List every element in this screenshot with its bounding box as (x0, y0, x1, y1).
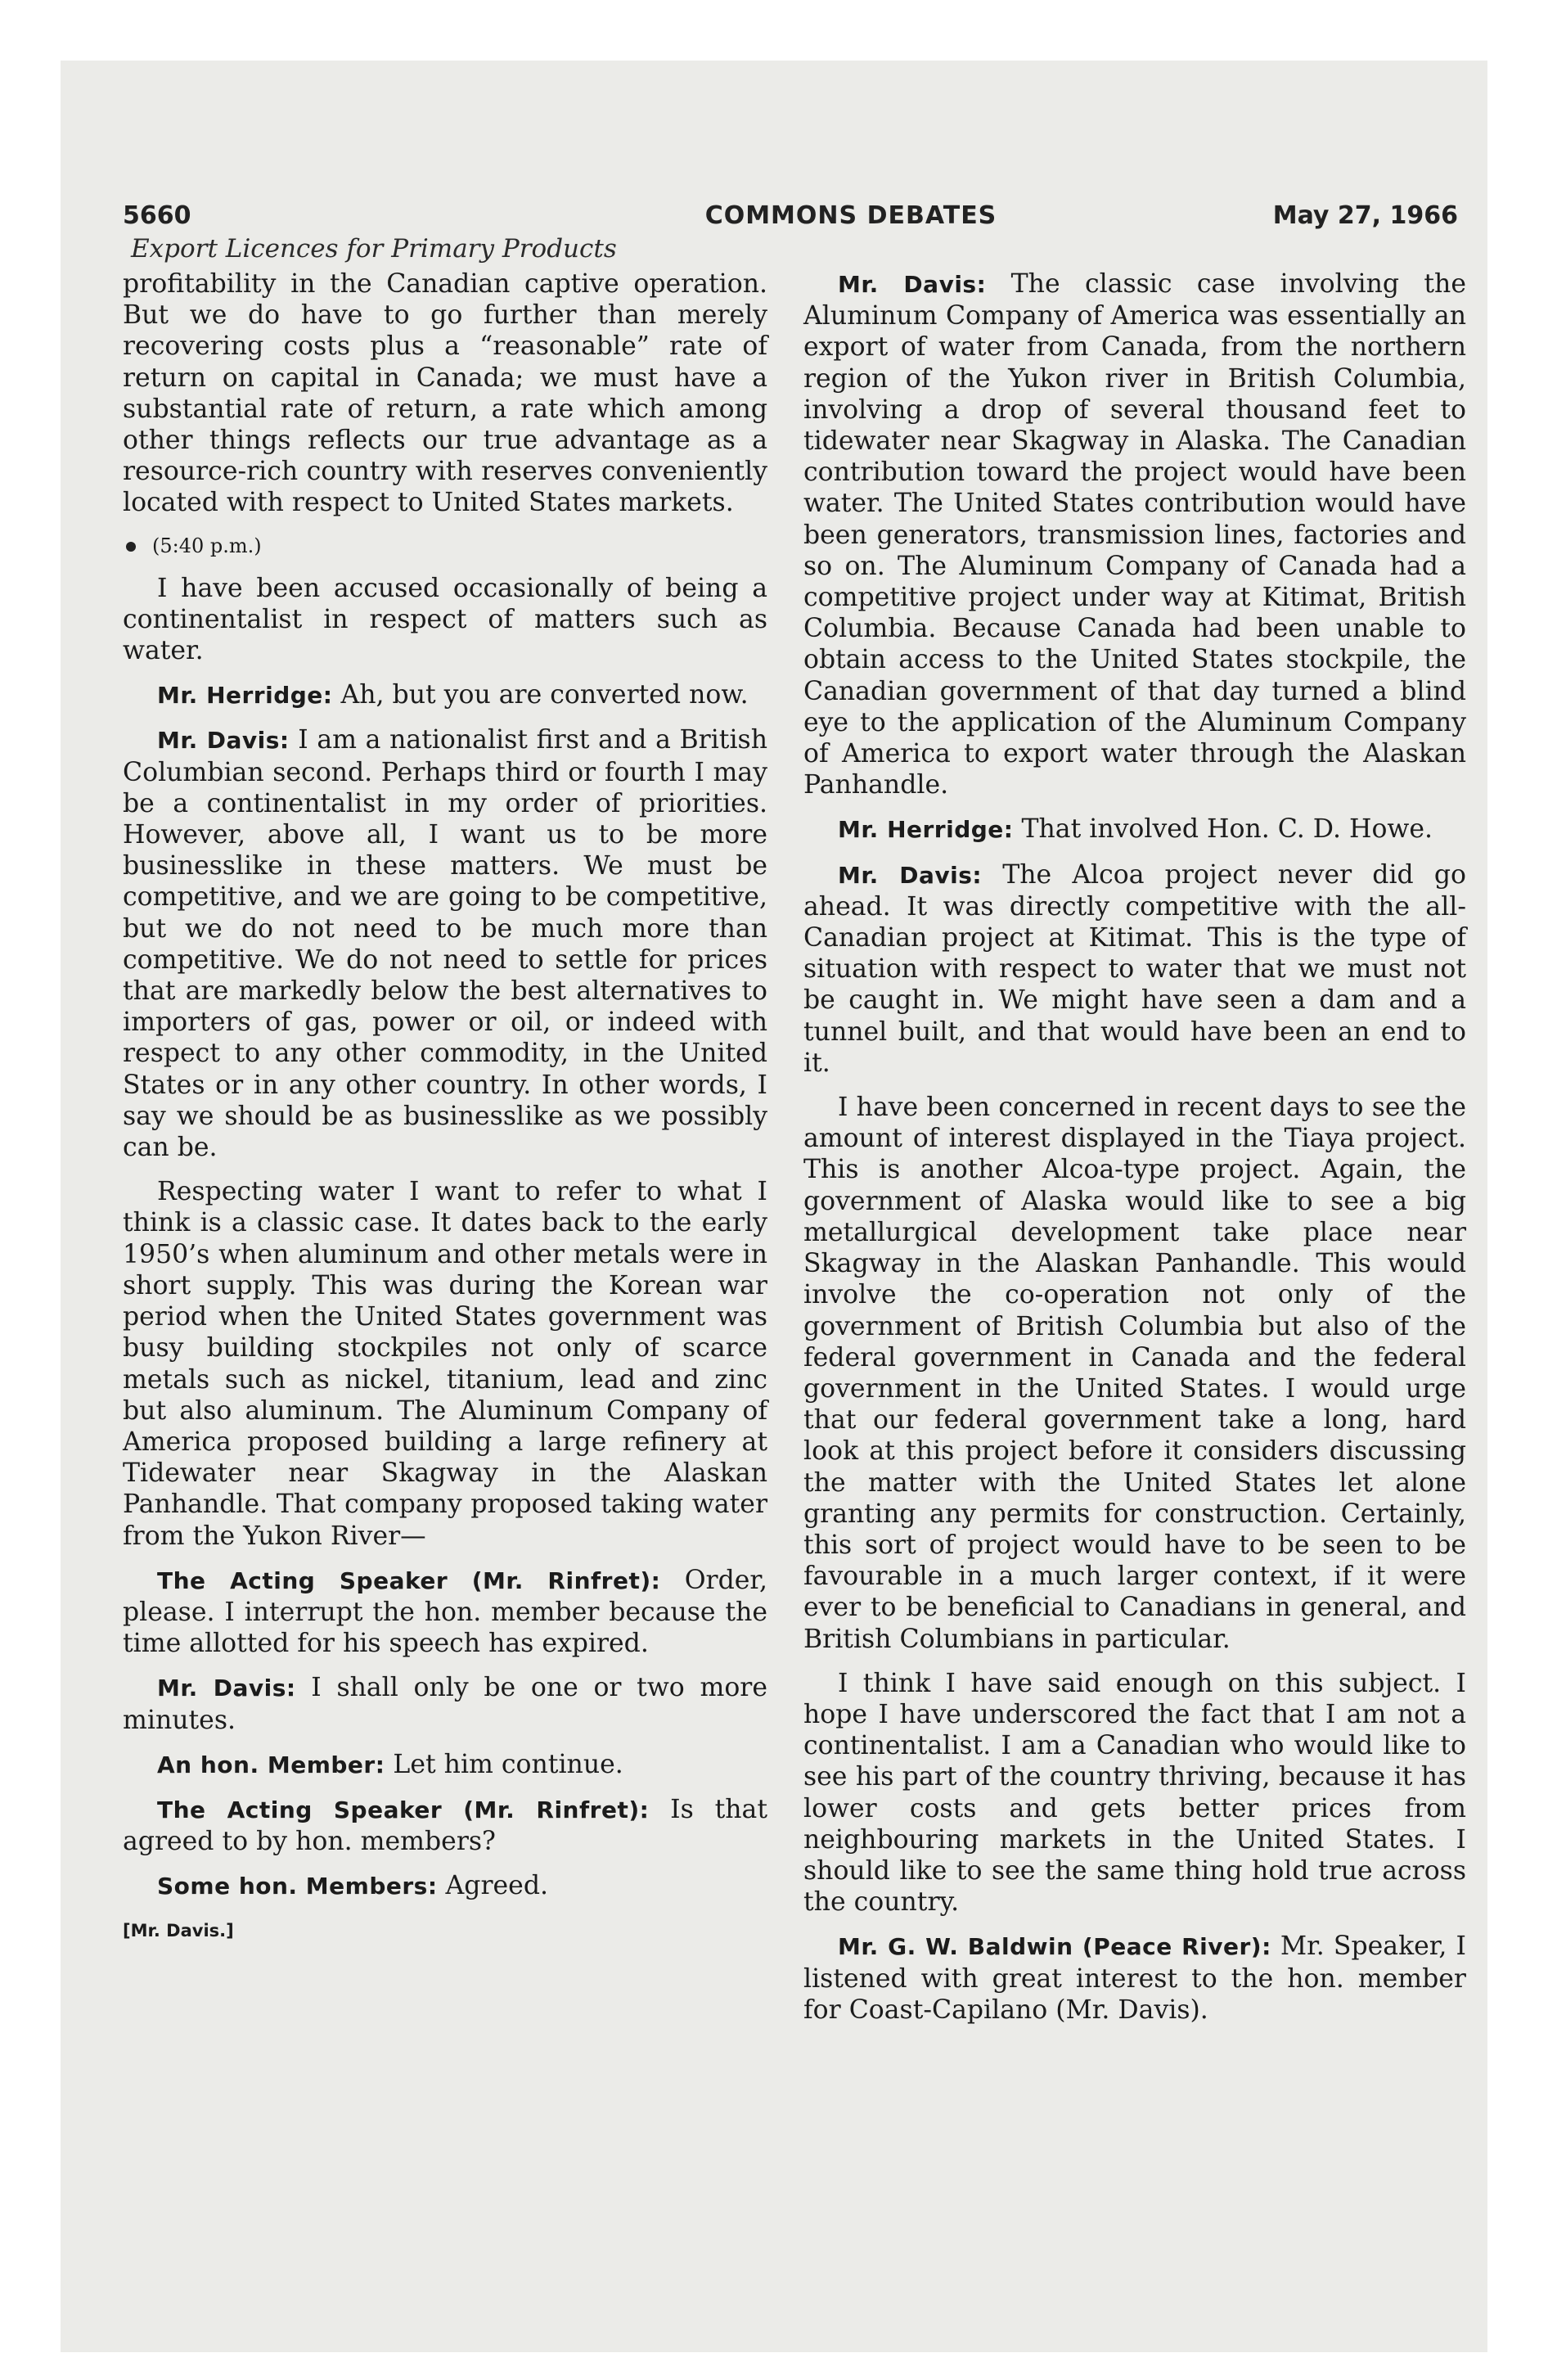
paragraph: I have been accused occasionally of being a continentalist in respect of matters such as water. (123, 573, 767, 666)
speaker-name: An hon. Member: (157, 1751, 385, 1778)
publication-title: COMMONS DEBATES (704, 201, 997, 230)
paragraph: Mr. Davis: The classic case involving the Aluminum Company of America was essentially an export of water from Canada, from the northern region of the Yukon river in British Columbia, involving a drop of several thousand feet to tidewater near Skagway in Alaska. The Canadian contribution toward the project would have been water. The United States contribution would have been generators, transmission lines, factories and so on. The Aluminum Company of Canada had a competitive project under way at Kitimat, British Columbia. Because Canada had been unable to obtain access to the United States stockpile, the Canadian government of that day turned a blind eye to the application of the Aluminum Company of America to export water through the Alaskan Panhandle. (803, 269, 1466, 800)
speaker-name: Mr. Davis: (157, 1675, 296, 1702)
right-column (803, 268, 1466, 2039)
paragraph: Mr. Davis: I shall only be one or two more minutes. (123, 1673, 767, 1735)
paragraph: I have been concerned in recent days to see the amount of interest displayed in the Tiaya project. This is another Alcoa-type project. Again, the government of Alaska would like to see a big metallurgical development take place near Skagway in the Alaskan Panhandle. This would involve the co-operation not only of the government of British Columbia but also of the federal government in Canada and the federal government in the United States. I would urge that our federal government take a long, hard look at this project before it considers discussing the matter with the United States let alone granting any permits for construction. Certainly, this sort of project would have to be seen to be favourable in a much larger context, if it were ever to be beneficial to Canadians in general, and British Columbians in particular. (803, 1093, 1466, 1654)
paragraph: Some hon. Members: Agreed. (157, 1871, 548, 1901)
speaker-name: Mr. Herridge: (838, 816, 1014, 844)
paragraph: profitability in the Canadian captive operation. But we do have to go further than merely recovering costs plus a “reasonable” rate of return on capital in Canada; we must have a substantial rate of return, a rate which among other things reflects our true advantage as a resource-rich country with reserves conveniently located with respect to United States markets. (123, 269, 767, 518)
speaker-name: The Acting Speaker (Mr. Rinfret): (157, 1796, 650, 1823)
speaker-marker: [Mr. Davis.] (123, 1920, 234, 1941)
speaker-name: Mr. Herridge: (157, 682, 333, 710)
speaker-name: Mr. Davis: (157, 727, 290, 755)
speaker-name: Some hon. Members: (157, 1873, 438, 1900)
paragraph: Mr. Herridge: That involved Hon. C. D. Howe. (838, 814, 1433, 845)
paragraph: Mr. Herridge: Ah, but you are converted now. (157, 680, 749, 710)
section-subtitle: Export Licences for Primary Products (131, 234, 617, 264)
speaker-name: Mr. Davis: (838, 271, 987, 298)
timestamp (126, 532, 767, 560)
speaker-name: Mr. G. W. Baldwin (Peace River): (838, 1933, 1271, 1961)
publication-date: May 27, 1966 (1272, 201, 1458, 230)
paragraph: The Acting Speaker (Mr. Rinfret): Order, please. I interrupt the hon. member because the time allotted for his speech has expired. (123, 1565, 767, 1659)
speaker-name: Mr. Davis: (838, 861, 983, 889)
paragraph: Respecting water I want to refer to what I think is a classic case. It dates back to the early 1950’s when aluminum and other metals were in short supply. This was during the Korean war period when the United States government was busy building stockpiles not only of scarce metals such as nickel, titanium, lead and zinc but also aluminum. The Aluminum Company of America proposed building a large refinery at Tidewater near Skagway in the Alaskan Panhandle. That company proposed taking water from the Yukon River— (123, 1177, 767, 1551)
paragraph: Mr. Davis: The Alcoa project never did go ahead. It was directly competitive with the all-Canadian project at Kitimat. This is the type of situation with respect to water that we must not be caught in. We might have seen a dam and a tunnel built, and that would have been an end to it. (803, 859, 1466, 1078)
paragraph: Mr. Davis: I am a nationalist first and a British Columbian second. Perhaps third or fourth I may be a continentalist in my order of priorities. However, above all, I want us to be more businesslike in these matters. We must be competitive, and we are going to be competitive, but we do not need to be much more than competitive. We do not need to settle for prices that are markedly below the best alternatives to importers of gas, power or oil, or indeed with respect to any other commodity, in the United States or in any other country. In other words, I say we should be as businesslike as we possibly can be. (123, 725, 767, 1163)
paragraph: Mr. G. W. Baldwin (Peace River): Mr. Speaker, I listened with great interest to the hon. member for Coast-Capilano (Mr. Davis). (803, 1931, 1466, 2025)
bullet-icon (126, 542, 136, 552)
paragraph: An hon. Member: Let him continue. (157, 1749, 623, 1779)
left-column (123, 268, 767, 1941)
paragraph: The Acting Speaker (Mr. Rinfret): Is that agreed to by hon. members? (123, 1794, 767, 1857)
timestamp-text: (5:40 p.m.) (152, 534, 262, 557)
paragraph: I think I have said enough on this subject. I hope I have underscored the fact that I am not a continentalist. I am a Canadian who would like to see his part of the country thriving, because it has lower costs and gets better prices from neighbouring markets in the United States. I should like to see the same thing hold true across the country. (803, 1668, 1466, 1918)
page-number: 5660 (123, 201, 191, 230)
speaker-name: The Acting Speaker (Mr. Rinfret): (157, 1566, 661, 1594)
